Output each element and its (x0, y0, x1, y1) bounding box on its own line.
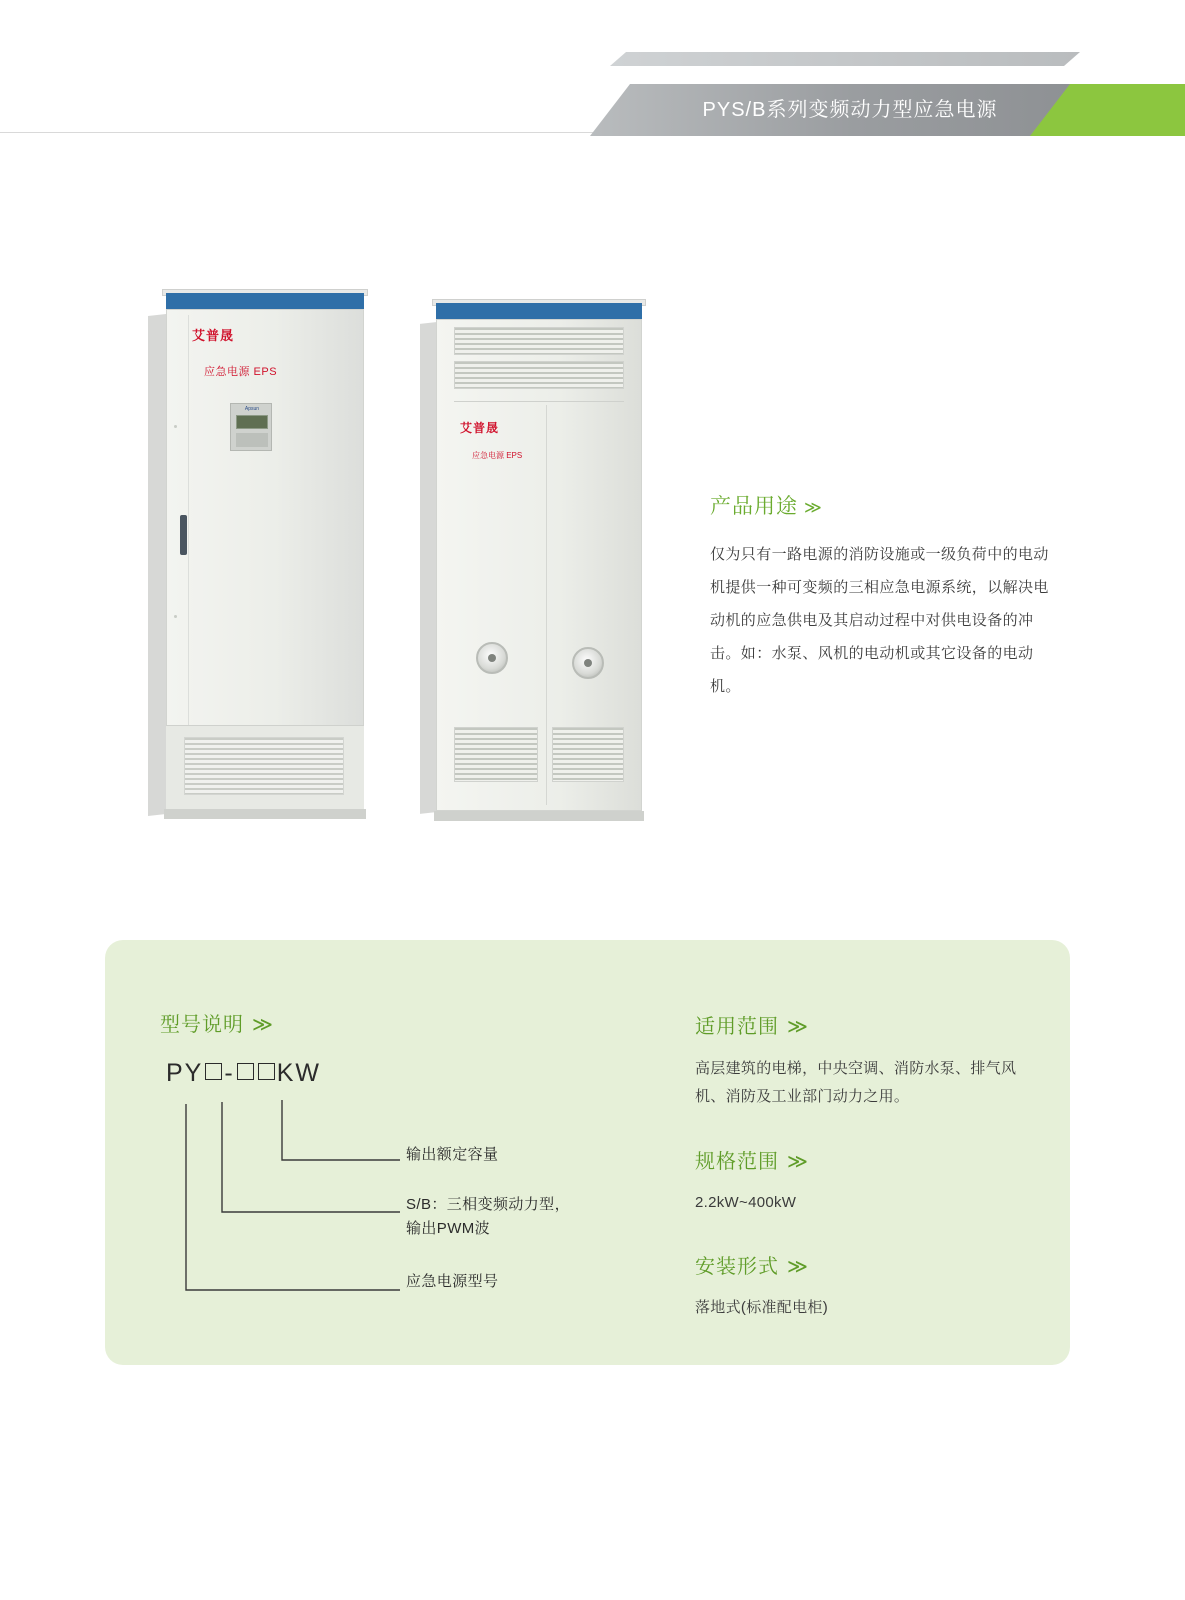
scope-body-text: 高层建筑的电梯，中央空调、消防水泵、排气风机、消防及工业部门动力之用。 (695, 1060, 1017, 1105)
label-output-capacity: 输出额定容量 (406, 1146, 499, 1163)
model-heading-text: 型号说明 (160, 1014, 244, 1036)
model-code (166, 1059, 680, 1088)
cabinet-top-vent (454, 327, 624, 355)
usage-heading (710, 490, 1060, 520)
control-panel-screen (236, 415, 268, 429)
cabinet-brand-logo: 艾普晟 (192, 328, 235, 343)
cabinet-side-panel (148, 314, 166, 816)
cabinet-single-door (148, 285, 370, 830)
cabinet-door-seam (188, 315, 189, 785)
banner-tail-shape (610, 52, 1080, 66)
cabinet-screw (174, 615, 177, 618)
usage-body-text: 仅为只有一路电源的消防设施或一级负荷中的电动机提供一种可变频的三相应急电源系统，以解决电动机的应急供电及其启动过程中对供电设备的冲击。如：水泵、风机的电动机或其它设备的电动机。 (710, 546, 1049, 695)
cabinet-fan-left (476, 642, 508, 674)
cabinet-base-louver (454, 727, 538, 782)
cabinet-base-louver (184, 737, 344, 795)
spec-panel (105, 940, 1070, 1365)
label-type-description (406, 1193, 570, 1241)
label-model-name: 应急电源型号 (406, 1273, 499, 1290)
spec-range-body-text: 2.2kW~400kW (695, 1194, 797, 1211)
scope-heading-text: 适用范围 (695, 1016, 779, 1038)
spec-right-column (695, 1010, 1035, 1355)
cabinet-base-louver (552, 727, 624, 782)
chevron-right-icon: ≫ (252, 1014, 274, 1036)
chevron-right-icon: ≫ (804, 498, 823, 517)
cabinet-door-seam (546, 405, 547, 805)
cabinet-product-label: 应急电源 EPS (472, 451, 523, 460)
install-heading-text: 安装形式 (695, 1256, 779, 1278)
model-heading (160, 1008, 680, 1037)
control-panel-brand: Apsun (244, 406, 260, 412)
scope-heading (695, 1010, 1035, 1039)
model-code-suffix: KW (276, 1059, 321, 1087)
cabinet-door-handle (180, 515, 187, 555)
model-code-placeholder-box (258, 1063, 275, 1080)
chevron-right-icon: ≫ (787, 1151, 809, 1173)
cabinet-foot (434, 811, 644, 821)
spec-range-heading-text: 规格范围 (695, 1151, 779, 1173)
cabinet-foot (164, 809, 366, 819)
cabinet-brand-logo: 艾普晟 (460, 421, 500, 435)
label-type-line2: 输出PWM波 (406, 1220, 491, 1237)
page-header (0, 0, 1185, 175)
cabinet-screw (174, 425, 177, 428)
cabinet-fan-right (572, 647, 604, 679)
cabinet-product-label: 应急电源 EPS (204, 366, 278, 378)
control-panel (230, 403, 272, 451)
product-photo (120, 275, 680, 845)
banner-title: PYS/B系列变频动力型应急电源 (702, 99, 998, 121)
usage-section (710, 490, 1060, 703)
chevron-right-icon: ≫ (787, 1256, 809, 1278)
model-code-placeholder-box (205, 1063, 222, 1080)
chevron-right-icon: ≫ (787, 1016, 809, 1038)
model-code-dash: - (224, 1059, 235, 1087)
install-body-text: 落地式(标准配电柜) (695, 1299, 828, 1316)
cabinet-divider (454, 401, 624, 402)
cabinet-top-blue-band (436, 303, 642, 319)
cabinet-top-blue-band (166, 293, 364, 309)
cabinet-top-vent (454, 361, 624, 389)
cabinet-side-panel (420, 322, 436, 814)
control-panel-buttons (236, 433, 268, 447)
usage-heading-text: 产品用途 (710, 495, 798, 518)
model-code-prefix: PY (166, 1059, 204, 1087)
label-type-line1: S/B：三相变频动力型， (406, 1196, 570, 1213)
model-explanation-section (160, 1008, 680, 1290)
spec-range-heading (695, 1145, 1035, 1174)
model-code-placeholder-box (237, 1063, 254, 1080)
install-heading (695, 1250, 1035, 1279)
header-banner (590, 84, 1185, 136)
cabinet-double-door (420, 297, 650, 832)
